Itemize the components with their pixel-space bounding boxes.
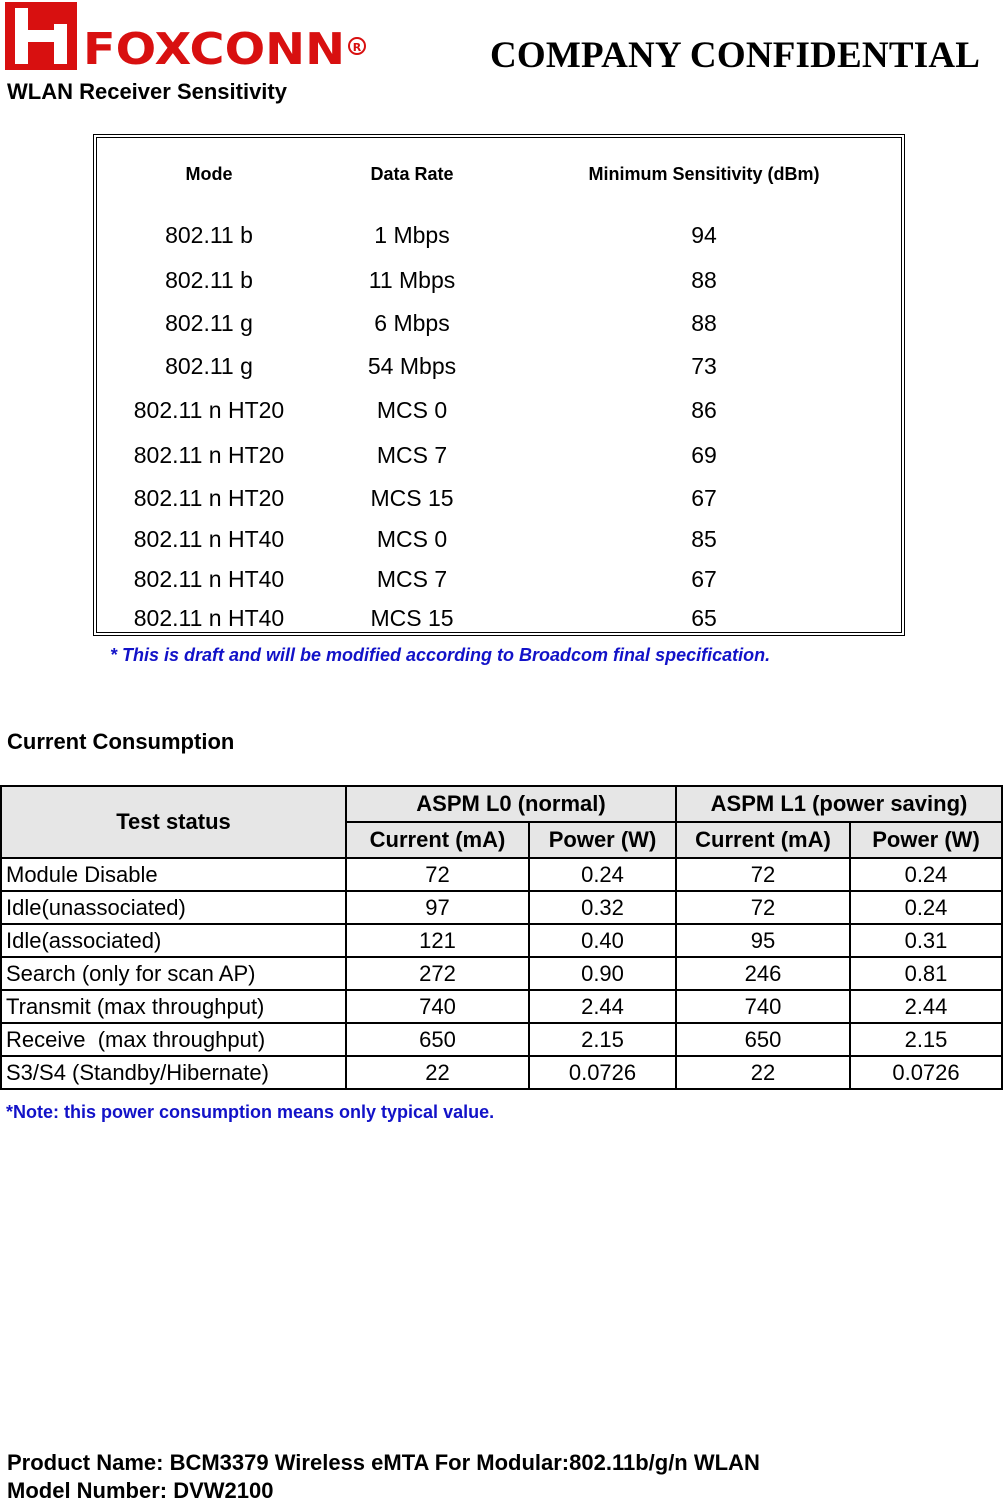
value-cell: 22 xyxy=(346,1056,529,1089)
rate-cell: MCS 0 xyxy=(376,526,448,552)
sensitivity-table-frame xyxy=(93,134,905,636)
sensitivity-cell: 65 xyxy=(691,605,717,631)
model-number: Model Number: DVW2100 xyxy=(7,1478,274,1503)
status-cell: Module Disable xyxy=(1,858,346,891)
rate-cell: 11 Mbps xyxy=(368,267,456,293)
test-status-header: Test status xyxy=(1,786,346,858)
current-title: Current Consumption xyxy=(7,729,235,754)
current-note: *Note: this power consumption means only typical value. xyxy=(6,1102,495,1122)
mode-cell: 802.11 g xyxy=(165,310,253,336)
sensitivity-header-min: Minimum Sensitivity (dBm) xyxy=(588,164,820,184)
value-cell: 272 xyxy=(346,957,529,990)
aspm-l0-header: ASPM L0 (normal) xyxy=(346,786,676,822)
sensitivity-row xyxy=(0,485,1003,515)
sensitivity-cell: 86 xyxy=(691,397,717,423)
product-name: Product Name: BCM3379 Wireless eMTA For Modular:802.11b/g/n WLAN xyxy=(7,1450,760,1475)
mode-cell: 802.11 b xyxy=(165,222,253,248)
status-cell: S3/S4 (Standby/Hibernate) xyxy=(1,1056,346,1089)
value-cell: 121 xyxy=(346,924,529,957)
mode-cell: 802.11 n HT20 xyxy=(133,442,285,468)
mode-cell: 802.11 n HT20 xyxy=(133,397,285,423)
sensitivity-cell: 69 xyxy=(691,442,717,468)
sensitivity-row xyxy=(0,310,1003,340)
foxconn-logo xyxy=(5,2,367,70)
status-cell: Idle(unassociated) xyxy=(1,891,346,924)
value-cell: 97 xyxy=(346,891,529,924)
sensitivity-cell: 67 xyxy=(691,566,717,592)
value-cell: 2.15 xyxy=(850,1023,1002,1056)
sensitivity-cell: 88 xyxy=(691,267,717,293)
sensitivity-row xyxy=(0,442,1003,472)
mode-cell: 802.11 n HT20 xyxy=(133,485,285,511)
table-row xyxy=(1,1056,1002,1089)
status-cell: Idle(associated) xyxy=(1,924,346,957)
power-w-header: Power (W) xyxy=(529,822,676,858)
mode-cell: 802.11 n HT40 xyxy=(133,605,285,631)
aspm-l1-header: ASPM L1 (power saving) xyxy=(676,786,1002,822)
mode-cell: 802.11 n HT40 xyxy=(133,526,285,552)
rate-cell: MCS 7 xyxy=(376,442,448,468)
sensitivity-row xyxy=(0,566,1003,596)
sensitivity-note: * This is draft and will be modified according to Broadcom final specification. xyxy=(110,645,771,665)
value-cell: 95 xyxy=(676,924,850,957)
value-cell: 740 xyxy=(346,990,529,1023)
value-cell: 2.44 xyxy=(529,990,676,1023)
rate-cell: 54 Mbps xyxy=(367,353,457,379)
sensitivity-row xyxy=(0,526,1003,556)
status-cell: Receive (max throughput) xyxy=(1,1023,346,1056)
table-row xyxy=(1,990,1002,1023)
confidential-label: COMPANY CONFIDENTIAL xyxy=(490,35,981,76)
status-cell: Search (only for scan AP) xyxy=(1,957,346,990)
value-cell: 0.0726 xyxy=(850,1056,1002,1089)
value-cell: 0.81 xyxy=(850,957,1002,990)
rate-cell: MCS 15 xyxy=(370,605,454,631)
value-cell: 22 xyxy=(676,1056,850,1089)
sensitivity-row xyxy=(0,353,1003,383)
sensitivity-title: WLAN Receiver Sensitivity xyxy=(7,79,287,104)
sensitivity-cell: 88 xyxy=(691,310,717,336)
value-cell: 246 xyxy=(676,957,850,990)
value-cell: 0.31 xyxy=(850,924,1002,957)
rate-cell: 1 Mbps xyxy=(374,222,450,248)
logo-wordmark: FOXCONN xyxy=(83,24,345,70)
rate-cell: MCS 7 xyxy=(376,566,448,592)
value-cell: 0.24 xyxy=(850,858,1002,891)
table-row xyxy=(1,957,1002,990)
sensitivity-cell: 94 xyxy=(691,222,717,248)
table-row xyxy=(1,891,1002,924)
value-cell: 0.40 xyxy=(529,924,676,957)
status-cell: Transmit (max throughput) xyxy=(1,990,346,1023)
rate-cell: MCS 0 xyxy=(376,397,448,423)
sensitivity-cell: 85 xyxy=(691,526,717,552)
mode-cell: 802.11 b xyxy=(165,267,253,293)
sensitivity-row xyxy=(0,267,1003,297)
value-cell: 0.24 xyxy=(850,891,1002,924)
current-table xyxy=(0,785,1003,1090)
value-cell: 72 xyxy=(346,858,529,891)
mode-cell: 802.11 n HT40 xyxy=(133,566,285,592)
value-cell: 0.0726 xyxy=(529,1056,676,1089)
value-cell: 2.15 xyxy=(529,1023,676,1056)
sensitivity-row xyxy=(0,605,1003,635)
value-cell: 72 xyxy=(676,858,850,891)
table-row xyxy=(1,858,1002,891)
current-ma-header: Current (mA) xyxy=(346,822,529,858)
power-w-header: Power (W) xyxy=(850,822,1002,858)
sensitivity-header-rate: Data Rate xyxy=(370,164,454,184)
value-cell: 72 xyxy=(676,891,850,924)
sensitivity-row xyxy=(0,397,1003,427)
value-cell: 740 xyxy=(676,990,850,1023)
mode-cell: 802.11 g xyxy=(165,353,253,379)
svg-text:R: R xyxy=(352,41,362,54)
value-cell: 650 xyxy=(346,1023,529,1056)
sensitivity-cell: 67 xyxy=(691,485,717,511)
sensitivity-row xyxy=(0,222,1003,252)
value-cell: 0.24 xyxy=(529,858,676,891)
sensitivity-header-mode: Mode xyxy=(185,164,233,184)
value-cell: 2.44 xyxy=(850,990,1002,1023)
rate-cell: 6 Mbps xyxy=(374,310,450,336)
current-ma-header: Current (mA) xyxy=(676,822,850,858)
value-cell: 0.90 xyxy=(529,957,676,990)
value-cell: 650 xyxy=(676,1023,850,1056)
table-row xyxy=(1,924,1002,957)
table-row xyxy=(1,1023,1002,1056)
sensitivity-cell: 73 xyxy=(691,353,717,379)
value-cell: 0.32 xyxy=(529,891,676,924)
rate-cell: MCS 15 xyxy=(370,485,454,511)
